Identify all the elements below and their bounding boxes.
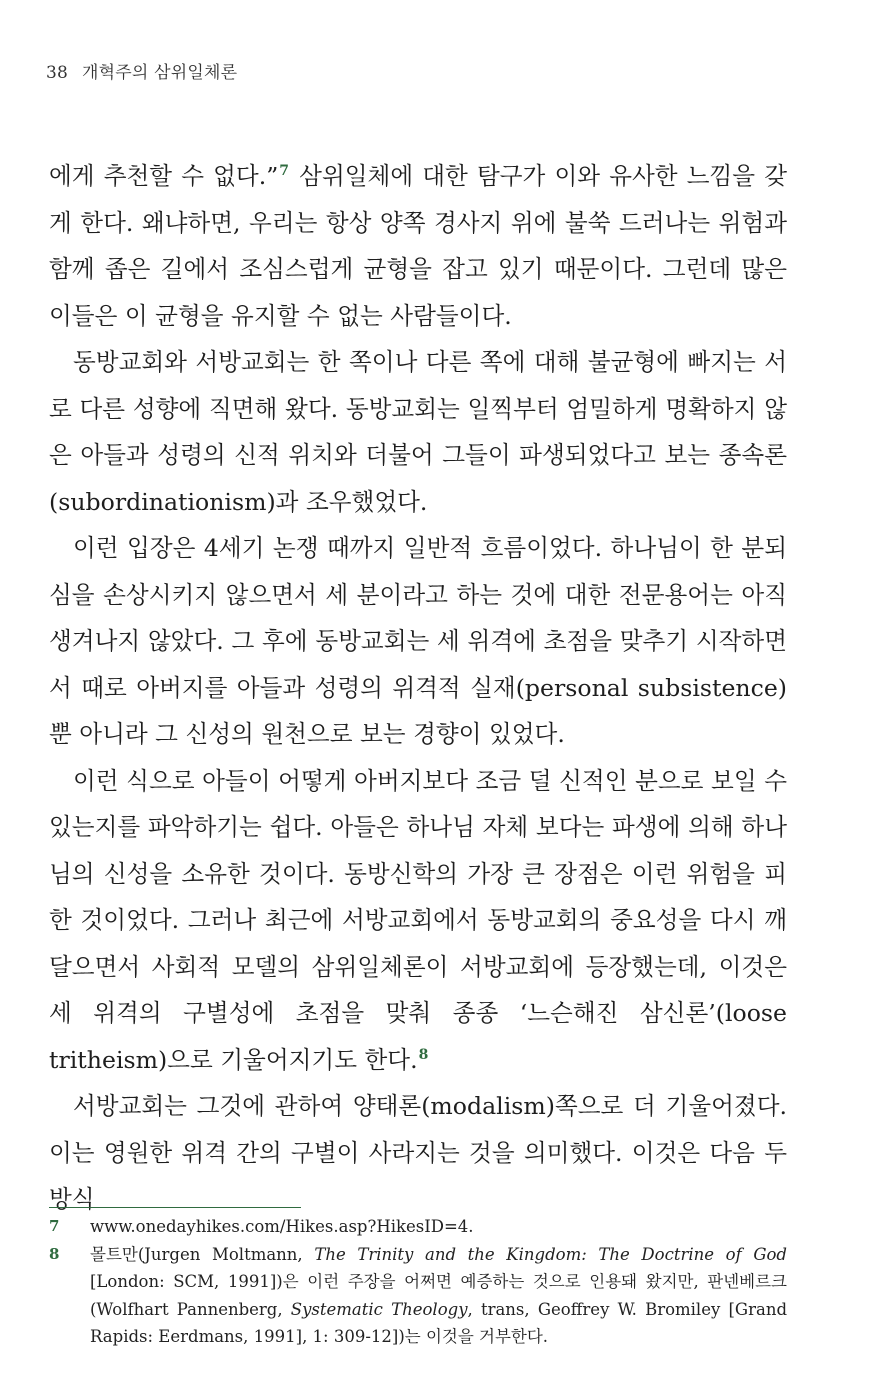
footnote-text: www.onedayhikes.com/Hikes.asp?HikesID=4. — [90, 1217, 474, 1236]
footnote-number: 8 — [49, 1244, 60, 1263]
body-text — [49, 153, 787, 1223]
paragraph-4 — [49, 758, 787, 1084]
footnote-text-part: [London: SCM, 1991])은 이런 주장을 어쩌면 예증하는 것으로 인용돼 왔지만, 판넨베르크(Wolfhart Pannenberg, — [90, 1272, 787, 1319]
paragraph-1-start: 에게 추천할 수 없다.” — [49, 162, 279, 190]
paragraph-3: 이런 입장은 4세기 논쟁 때까지 일반적 흐름이었다. 하나님이 한 분되심을 손상시키지 않으면서 세 분이라고 하는 것에 대한 전문용어는 아직 생겨나지 않았다. 그 후에 동방교회는 세 위격에 초점을 맞추기 시작하면서 때로 아버지를 아들과 성령의 위격적 실재(personal subsistence)뿐 아니라 그 신성의 원천으로 보는 경향이 있었다. — [49, 534, 787, 748]
footnote-8 — [49, 1241, 787, 1351]
running-header — [46, 58, 237, 83]
paragraph-1 — [49, 153, 787, 339]
footnote-7 — [49, 1213, 787, 1241]
paragraph-5: 서방교회는 그것에 관하여 양태론(modalism)쪽으로 더 기울어졌다. 이는 영원한 위격 간의 구별이 사라지는 것을 의미했다. 이것은 다음 두 방식 — [49, 1092, 787, 1213]
paragraph-1-end: 삼위일체에 대한 탐구가 이와 유사한 느낌을 갖게 한다. 왜냐하면, 우리는 항상 양쪽 경사지 위에 불쑥 드러나는 위험과 함께 좁은 길에서 조심스럽게 균형을 잡고 있기 때문이다. 그런데 많은 이들은 이 균형을 유지할 수 없는 사람들이다. — [49, 162, 787, 330]
page-number: 38 — [46, 63, 69, 83]
footnote-number: 7 — [49, 1217, 60, 1235]
paragraph-2: 동방교회와 서방교회는 한 쪽이나 다른 쪽에 대해 불균형에 빠지는 서로 다른 성향에 직면해 왔다. 동방교회는 일찍부터 엄밀하게 명확하지 않은 아들과 성령의 신적 위치와 더불어 그들이 파생되었다고 보는 종속론(subordinationism)과 조우했었다. — [49, 348, 787, 516]
paragraph-4-text: 이런 식으로 아들이 어떻게 아버지보다 조금 덜 신적인 분으로 보일 수 있는지를 파악하기는 쉽다. 아들은 하나님 자체 보다는 파생에 의해 하나님의 신성을 소유한 것이다. 동방신학의 가장 큰 장점은 이런 위험을 피한 것이었다. 그러나 최근에 서방교회에서 동방교회의 중요성을 다시 깨달으면서 사회적 모델의 삼위일체론이 서방교회에 등장했는데, 이것은 세 위격의 구별성에 초점을 맞춰 종종 ‘느슨해진 삼신론’(loose tritheism)으로 기울어지기도 한다. — [49, 766, 787, 1074]
footnote-divider — [49, 1207, 301, 1208]
footnote-text-part: , trans, Geoffrey W. Bromiley [Grand Rapids: Eerdmans, 1991], 1: 309-12])는 이것을 거부한다. — [90, 1299, 788, 1346]
footnote-ref-8[interactable]: 8 — [418, 1046, 429, 1063]
book-title-italic: The Trinity and the Kingdom: The Doctrine of God — [314, 1244, 787, 1264]
footnotes — [49, 1213, 787, 1351]
footnote-text-part: 몰트만(Jurgen Moltmann, — [90, 1244, 315, 1264]
footnote-ref-7[interactable]: 7 — [279, 163, 290, 180]
book-title-italic: Systematic Theology — [290, 1299, 468, 1319]
footnote-text — [90, 1241, 787, 1351]
book-title: 개혁주의 삼위일체론 — [82, 63, 238, 83]
